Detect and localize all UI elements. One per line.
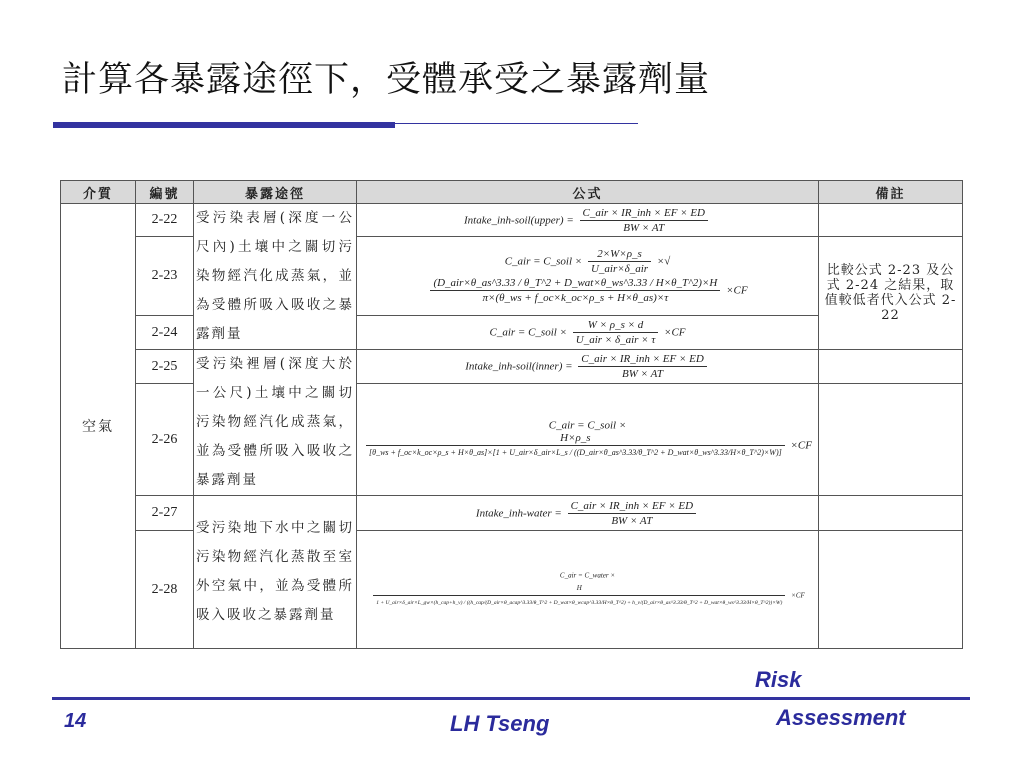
formula-lhs: Intake_inh-soil(upper) =	[464, 214, 574, 226]
code-cell: 2-26	[136, 384, 194, 496]
formula-lhs: C_air = C_soil ×	[548, 419, 627, 432]
note-cell	[819, 384, 963, 496]
exposure-dose-table	[60, 180, 963, 649]
code-cell: 2-25	[136, 350, 194, 384]
formula-2-28	[357, 531, 819, 649]
note-cell	[819, 350, 963, 384]
title-underline-thin	[395, 123, 638, 124]
formula-fraction	[373, 581, 785, 610]
slide-title: 計算各暴露途徑下，受體承受之暴露劑量	[62, 60, 711, 100]
formula-numerator: (D_air×θ_as^3.33 / θ_T^2 + D_wat×θ_ws^3.33 / H×θ_T^2)×H	[430, 276, 720, 291]
route-groundwater: 受污染地下水中之關切污染物經汽化蒸散至室外空氣中，並為受體所吸入吸收之暴露劑量	[194, 496, 357, 649]
formula-fraction	[366, 431, 785, 460]
header-medium: 介質	[61, 181, 136, 204]
formula-denominator: 1 + U_air×δ_air×L_gw×(h_cap+h_v) / ((h_cap/(D_air×θ_acap^3.33/θ_T^2 + D_wat×θ_wcap^3.33/H×θ_T^2) + h_v/(D_air×θ_as^3.33/θ_T^2 + D_wat×θ_ws^3.33/H×θ_T^2))×W)	[376, 600, 783, 606]
formula-tail: ×CF	[726, 284, 748, 297]
header-code: 編號	[136, 181, 194, 204]
title-underline-thick	[53, 122, 395, 128]
note-cell	[819, 531, 963, 649]
formula-2-26	[357, 384, 819, 496]
formula-denominator: U_air × δ_air × τ	[575, 334, 656, 346]
formula-fraction-b	[430, 276, 720, 305]
formula-2-22	[357, 204, 819, 237]
page-number: 14	[64, 710, 87, 732]
table-row	[61, 350, 963, 384]
formula-lhs: C_air = C_soil ×	[504, 255, 583, 268]
formula-lhs: Intake_inh-water =	[475, 507, 562, 519]
header-formula: 公式	[357, 181, 819, 204]
footer-author: LH Tseng	[450, 711, 550, 736]
medium-cell: 空氣	[61, 204, 136, 649]
formula-2-27	[357, 496, 819, 531]
formula-numerator: 2×W×ρ_s	[588, 247, 651, 262]
footer-topic-line2: Assessment	[776, 705, 906, 730]
formula-numerator: C_air × IR_inh × EF × ED	[580, 206, 708, 221]
formula-2-23: C_air = C_soil × $\frac{2\times W\times\rho\_s}{\text{U\_air×δ\_air}}$ ×√ $\frac{\text{(D\_air×θ\_as\textasciicircum{}3.33 / θ\_T\textasciicircum{}2 + D\_wat×θ\_ws\textasciicircum{}3.33 / H×θ\_T\textasciicircum{}2)×H}}{\pi\times(\theta\_ws + f\_oc\times k\_oc\times\rho\_s + H\times\theta\_as)\times\tau}$ ×CF	[357, 237, 819, 316]
formula-denominator: U_air×δ_air	[590, 263, 649, 275]
formula-lhs: C_air = C_water ×	[559, 571, 616, 580]
formula-fraction	[580, 206, 708, 235]
formula-denominator: BW × AT	[623, 221, 665, 234]
route-surface-soil: 受污染表層(深度一公尺內)土壤中之關切污染物經汽化成蒸氣，並為受體所吸入吸收之暴露劑量	[194, 204, 357, 350]
code-cell: 2-22	[136, 204, 194, 237]
formula-lhs: C_air = C_soil ×	[489, 326, 567, 339]
formula-fraction	[568, 499, 696, 528]
formula-numerator: W × ρ_s × d	[573, 318, 659, 333]
footer-topic-line1: Risk	[755, 667, 802, 692]
formula-denominator: BW × AT	[622, 368, 664, 381]
formula-numerator: C_air × IR_inh × EF × ED	[578, 352, 706, 367]
table-row	[61, 204, 963, 237]
formula-fraction	[573, 318, 659, 347]
formula-tail: ×CF	[791, 591, 805, 600]
formula-fraction	[578, 352, 706, 381]
code-cell: 2-27	[136, 496, 194, 531]
formula-tail: ×CF	[664, 326, 686, 339]
route-subsurface-soil: 受污染裡層(深度大於一公尺)土壤中之關切污染物經汽化成蒸氣，並為受體所吸入吸收之暴露劑量	[194, 350, 357, 496]
table-row	[61, 496, 963, 531]
formula-denominator: [θ_ws + f_oc×k_oc×ρ_s + H×θ_as]×[1 + U_air×δ_air×L_s / ((D_air×θ_as^3.33/θ_T^2 + D_wat×θ_ws^3.33/H×θ_T^2)×W)]	[369, 448, 782, 458]
formula-lhs: Intake_inh-soil(inner) =	[465, 360, 573, 373]
formula-2-24	[357, 316, 819, 350]
footer-divider	[52, 697, 970, 700]
table-header-row	[61, 181, 963, 204]
formula-2-25	[357, 350, 819, 384]
header-note: 備註	[819, 181, 963, 204]
formula-numerator: H×ρ_s	[366, 431, 785, 446]
formula-numerator: C_air × IR_inh × EF × ED	[568, 499, 696, 514]
note-2-23: 比較公式 2-23 及公式 2-24 之結果，取值較低者代入公式 2-22	[819, 237, 963, 350]
formula-denominator: BW × AT	[611, 514, 653, 527]
formula-numerator: H	[373, 581, 785, 596]
code-cell: 2-28	[136, 531, 194, 649]
formula-fraction-a	[588, 247, 651, 276]
note-cell	[819, 204, 963, 237]
code-cell: 2-23	[136, 237, 194, 316]
header-route: 暴露途徑	[194, 181, 357, 204]
formula-tail: ×CF	[790, 439, 812, 452]
formula-denominator: π×(θ_ws + f_oc×k_oc×ρ_s + H×θ_as)×τ	[482, 292, 669, 304]
note-cell	[819, 496, 963, 531]
code-cell: 2-24	[136, 316, 194, 350]
